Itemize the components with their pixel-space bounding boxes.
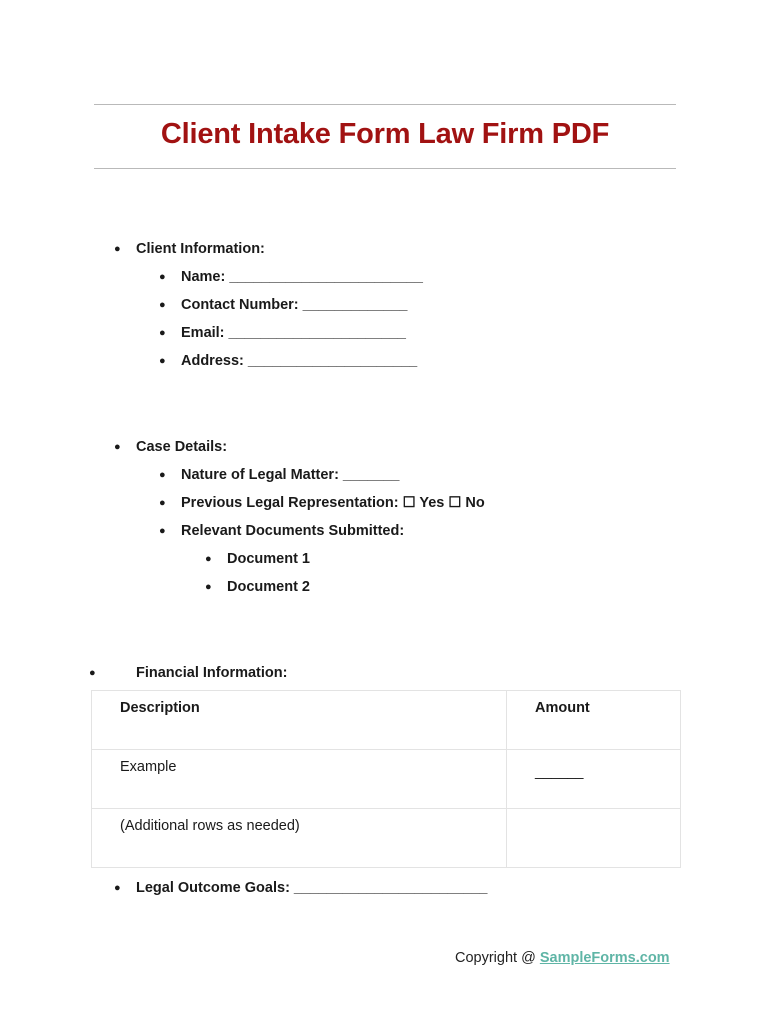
bullet-icon: ● <box>205 581 212 593</box>
bullet-icon: ● <box>89 667 96 679</box>
email-field[interactable] <box>159 324 406 342</box>
legal-outcome-goals-field[interactable] <box>114 879 488 897</box>
document-item <box>205 578 310 596</box>
contact-number-field[interactable] <box>159 296 408 314</box>
section-label: Financial Information: <box>136 665 288 681</box>
copyright-text: Copyright @ <box>455 950 540 966</box>
field-label: Relevant Documents Submitted: <box>181 523 405 539</box>
table-cell-description: (Additional rows as needed) <box>92 809 507 868</box>
financial-information-heading <box>89 664 288 682</box>
bullet-icon: ● <box>159 525 166 537</box>
document-item <box>205 550 310 568</box>
bullet-icon: ● <box>205 553 212 565</box>
section-label: Client Information: <box>136 241 265 257</box>
section-label: Case Details: <box>136 439 228 455</box>
relevant-documents-heading <box>159 522 405 540</box>
copyright-footer <box>455 950 670 966</box>
field-label: Address: _____________________ <box>181 353 418 369</box>
field-label: Name: ________________________ <box>181 269 423 285</box>
page-title: Client Intake Form Law Firm PDF <box>160 118 610 150</box>
table-header-row <box>92 691 681 750</box>
previous-representation-field[interactable] <box>159 494 485 512</box>
name-field[interactable] <box>159 268 423 286</box>
client-information-heading <box>114 240 265 258</box>
bullet-icon: ● <box>159 497 166 509</box>
title-bottom-rule <box>94 168 676 169</box>
bullet-icon: ● <box>159 469 166 481</box>
brand-link[interactable]: SampleForms.com <box>539 950 670 966</box>
table-row <box>92 809 681 868</box>
nature-of-legal-matter-field[interactable] <box>159 466 400 484</box>
bullet-icon: ● <box>159 271 166 283</box>
bullet-icon: ● <box>114 441 121 453</box>
field-label: Legal Outcome Goals: ________________________ <box>136 880 488 896</box>
bullet-icon: ● <box>159 299 166 311</box>
bullet-icon: ● <box>159 355 166 367</box>
column-header-description: Description <box>92 691 507 750</box>
field-label: Previous Legal Representation: ☐ Yes ☐ No <box>181 495 485 511</box>
document-label: Document 2 <box>227 579 310 595</box>
table-cell-description: Example <box>92 750 507 809</box>
bullet-icon: ● <box>114 243 121 255</box>
table-cell-amount[interactable] <box>507 809 681 868</box>
field-label: Email: ______________________ <box>181 325 406 341</box>
document-label: Document 1 <box>227 551 310 567</box>
case-details-heading <box>114 438 228 456</box>
address-field[interactable] <box>159 352 418 370</box>
title-top-rule <box>94 104 676 105</box>
bullet-icon: ● <box>159 327 166 339</box>
column-header-amount: Amount <box>507 691 681 750</box>
bullet-icon: ● <box>114 882 121 894</box>
table-cell-amount[interactable]: ______ <box>507 750 681 809</box>
financial-table <box>91 690 681 868</box>
table-row <box>92 750 681 809</box>
field-label: Nature of Legal Matter: _______ <box>181 467 400 483</box>
field-label: Contact Number: _____________ <box>181 297 408 313</box>
